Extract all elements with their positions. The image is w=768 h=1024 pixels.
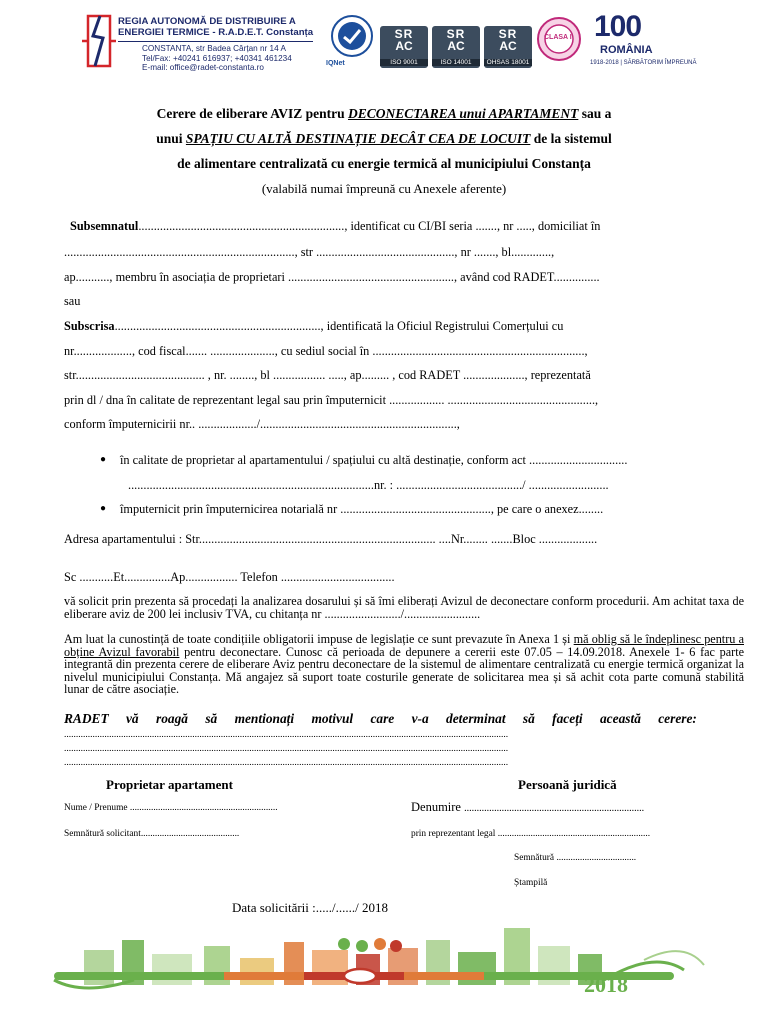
centenary-country: ROMÂNIA — [600, 44, 653, 56]
form-line-subsemnatul: Subsemnatul..................................................................., identificat cu CI/BI seria ......., nr ....., domiciliat în — [70, 219, 601, 233]
form-line-representative: prin dl / dna în calitate de reprezentant legal sau prin împuternicit .................. ................................................, — [64, 393, 599, 407]
owner-section-title: Proprietar apartament — [106, 777, 233, 792]
title-line-3: de alimentare centralizată cu energie termică al municipiului Constanța — [177, 156, 591, 171]
bullet-icon: ● — [100, 503, 107, 514]
certified-seal-icon — [330, 14, 374, 58]
bullet-icon: ● — [100, 454, 107, 465]
badge-code: SR — [498, 27, 518, 41]
form-line-owner: în calitate de proprietar al apartamentului / spațiului cu altă destinație, conform act ................................ — [120, 453, 628, 467]
form-line-sau: sau — [64, 294, 81, 308]
reason-line-1: ........................................................................................................................................................................................... — [64, 730, 509, 740]
form-line-association: ap..........., membru în asociația de proprietari ......................................................, având cod RADET............... — [64, 270, 600, 284]
form-line-address: ..........................................................................., str ............................................., nr ......., bl............., — [64, 245, 555, 259]
request-date-line: Data solicitării :...../....../ 2018 — [232, 900, 388, 915]
footer-year: 2018 — [584, 972, 628, 997]
org-email: E-mail: office@radet-constanta.ro — [142, 63, 264, 73]
badge-sub: AC — [499, 39, 517, 53]
reason-line-2: ........................................................................................................................................................................................... — [64, 744, 509, 754]
reason-line-3: ........................................................................................................................................................................................... — [64, 758, 509, 768]
radet-logo-icon — [82, 14, 116, 70]
form-line-owner-cont: ................................................................................nr. : ........................................./ .......................... — [128, 478, 609, 492]
conditions-paragraph: Am luat la cunostință de toate condițiile obligatorii impuse de legislație ce sunt prevazute în Anexa 1 și mă oblig să le îndeplinesc pentru a obține Avizul favorabil pentru deconectare. Cunosc că perioada de depunere a cererii este 07.05 – 14.09.2018. Anexele 1- 6 fac parte integrantă din prezenta cerere de eliberare Aviz pentru deconectare de la sistemul de alimentare centralizată cu energie termică organizat la nivelul municipiului Constanța. Mă angajez să suport toate costurile generate de solicitarea mea și să achit cota parte comună stabilită lunar de către asociație. — [64, 632, 745, 697]
company-name-line: Denumire ........................................................................ — [411, 800, 645, 814]
form-line-staircase-phone: Sc ...........Et...............Ap................. Telefon ..................................... — [64, 570, 395, 584]
badge-label: ISO 14001 — [432, 59, 480, 66]
badge-iso-14001 — [432, 26, 480, 68]
org-name-block — [118, 16, 313, 73]
owner-signature-line: Semnătură solicitant.......................................... — [64, 829, 240, 839]
form-line-company-address: str.......................................... , nr. ........, bl ................. ....., ap......... , cod RADET ...................., reprezentată — [64, 368, 591, 382]
company-stamp-label: Ștampilă — [514, 878, 548, 888]
form-line-fiscal: nr..................., cod fiscal....... ....................., cu sediul social în ....................................................................., — [64, 344, 588, 358]
owner-name-line: Nume / Prenume ............................................................... — [64, 803, 278, 813]
form-line-mandate: conform împuternicirii nr.. .................../................................................................, — [64, 417, 460, 431]
org-name-line2: ENERGIEI TERMICE - R.A.D.E.T. Constanța — [118, 27, 314, 38]
request-paragraph: vă solicit prin prezenta să procedați la analizarea dosarului și să îmi eliberați Avizul de deconectare conform procedurii. Am achitat taxa de eliberare aviz de 200 lei inclusiv TVA, cu chitanța nr ........................./......................... — [64, 594, 744, 621]
badge-sub: AC — [447, 39, 465, 53]
radet-request-line: RADET vă roagă să mentionați motivul care v-a determinat să faceți această cerere: — [64, 711, 697, 726]
iqnet-label: IQNet — [326, 60, 345, 67]
legal-representative-line: prin reprezentant legal ................................................................. — [411, 829, 651, 839]
centenary-number: 100 — [594, 10, 642, 43]
org-name-line1: REGIA AUTONOMĂ DE DISTRIBUIRE A — [118, 16, 296, 27]
letterhead — [70, 10, 710, 76]
clasa-label: CLASA I — [544, 34, 572, 41]
badge-iso-9001 — [380, 26, 428, 68]
title-line-2: unui SPAȚIU CU ALTĂ DESTINAȚIE DECÂT CEA DE LOCUIT de la sistemul — [156, 131, 612, 146]
badge-code: SR — [394, 27, 414, 41]
company-section-title: Persoană juridică — [518, 777, 617, 792]
title-line-1: Cerere de eliberare AVIZ pentru DECONECTAREA unui APARTAMENT sau a — [156, 106, 612, 121]
title-validity-note: (valabilă numai împreună cu Anexele aferente) — [261, 181, 507, 196]
centenary-caption: 1918-2018 | SĂRBĂTORIM ÎMPREUNĂ — [590, 60, 697, 66]
badge-label: ISO 9001 — [380, 59, 428, 66]
badge-code: SR — [446, 27, 466, 41]
form-line-notarial: împuternicit prin împuternicirea notarială nr ................................................., pe care o anexez........ — [120, 502, 604, 516]
org-phone: Tel/Fax: +40241 616937; +40341 461234 — [142, 53, 292, 63]
org-address: CONSTANTA, str Badea Cârțan nr 14 A — [142, 44, 286, 53]
company-signature-line: Semnătură .................................. — [514, 853, 637, 863]
form-line-subscrisa: Subscrisa..................................................................., identificată la Oficiul Registrului Comerțului cu — [64, 319, 564, 333]
badge-ohsas-18001 — [484, 26, 532, 68]
form-line-apartment-address: Adresa apartamentului : Str............................................................................. ....Nr........ .......Bloc ................... — [64, 532, 598, 546]
badge-label: OHSAS 18001 — [484, 59, 532, 66]
badge-sub: AC — [395, 39, 413, 53]
